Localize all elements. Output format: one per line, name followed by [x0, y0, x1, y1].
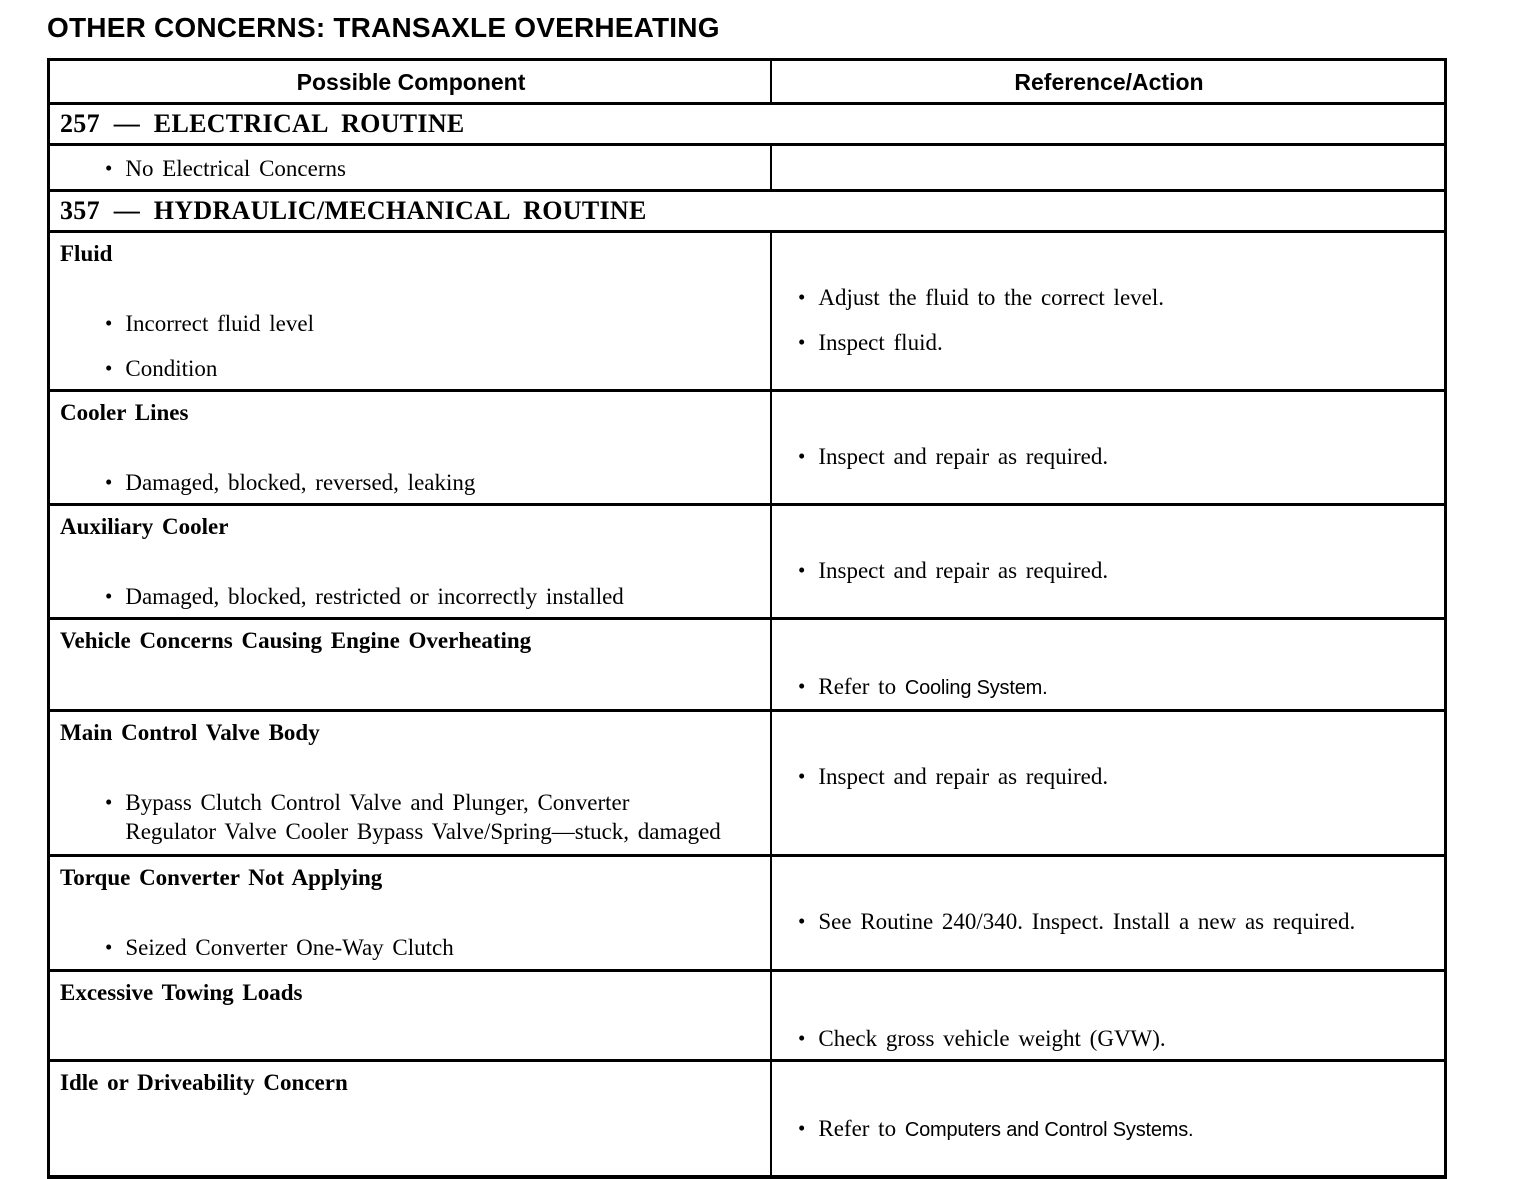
table-row-idle-or-driveability-concern	[50, 1059, 1444, 1175]
component-title: Excessive Towing Loads	[60, 980, 303, 1005]
section-row-257-electrical-routine: 257 — ELECTRICAL ROUTINE	[50, 102, 1444, 143]
component-title: Main Control Valve Body	[60, 720, 320, 745]
action-text: Inspect and repair as required.	[818, 444, 1109, 469]
bullet-icon: •	[798, 330, 806, 354]
table-row-no-electrical-concerns	[50, 143, 1444, 189]
bullet-icon: •	[105, 156, 113, 180]
list-item	[105, 933, 762, 962]
bullet-icon: •	[798, 285, 806, 309]
section-row-357-hydraulic-mechanical-routine: 357 — HYDRAULIC/MECHANICAL ROUTINE	[50, 189, 1444, 230]
list-item	[798, 762, 1436, 791]
diagnostic-table	[47, 58, 1447, 1179]
bullet-icon: •	[105, 935, 113, 959]
component-title: Fluid	[60, 241, 113, 266]
list-item	[105, 309, 762, 338]
list-item	[798, 442, 1436, 471]
page-title: OTHER CONCERNS: TRANSAXLE OVERHEATING	[47, 12, 720, 43]
component-text: Damaged, blocked, restricted or incorrectly installed	[125, 584, 624, 609]
component-title: Idle or Driveability Concern	[60, 1070, 348, 1095]
bullet-icon: •	[105, 311, 113, 335]
component-text: Seized Converter One-Way Clutch	[125, 935, 454, 960]
bullet-icon: •	[798, 444, 806, 468]
component-title: Auxiliary Cooler	[60, 514, 229, 539]
action-text: Inspect and repair as required.	[818, 558, 1109, 583]
table-row-main-control-valve-body	[50, 709, 1444, 854]
action-text: Adjust the fluid to the correct level.	[818, 285, 1165, 310]
component-title: Torque Converter Not Applying	[60, 865, 383, 890]
list-item	[105, 788, 762, 846]
bullet-icon: •	[798, 674, 806, 698]
list-item	[105, 468, 762, 497]
bullet-icon: •	[105, 790, 113, 814]
action-text: Inspect fluid.	[818, 330, 943, 355]
action-text: Refer to Computers and Control Systems.	[818, 1116, 1194, 1141]
action-text: Inspect and repair as required.	[818, 764, 1109, 789]
bullet-icon: •	[798, 764, 806, 788]
list-item	[798, 556, 1436, 585]
table-header-row	[50, 61, 1444, 102]
list-item	[798, 283, 1436, 312]
list-item	[105, 354, 762, 383]
action-text: Refer to Cooling System.	[818, 674, 1048, 699]
bullet-icon: •	[798, 558, 806, 582]
bullet-icon: •	[105, 356, 113, 380]
list-item	[798, 328, 1436, 357]
table-row-cooler-lines	[50, 389, 1444, 503]
table-row-auxiliary-cooler	[50, 503, 1444, 617]
component-title: Cooler Lines	[60, 400, 189, 425]
list-item	[798, 672, 1436, 703]
list-item	[105, 154, 346, 183]
header-cell-reference-action: Reference/Action	[770, 61, 1444, 102]
empty-action-cell	[770, 146, 1444, 189]
bullet-icon: •	[798, 1116, 806, 1140]
component-text: Condition	[125, 356, 218, 381]
component-text: No Electrical Concerns	[125, 156, 346, 181]
reference-link-text: Cooling System.	[904, 677, 1048, 699]
list-item	[105, 582, 762, 611]
component-title: Vehicle Concerns Causing Engine Overheating	[60, 628, 532, 653]
reference-link-text: Computers and Control Systems.	[904, 1119, 1194, 1141]
bullet-icon: •	[105, 470, 113, 494]
component-text: Incorrect fluid level	[125, 311, 314, 336]
table-row-excessive-towing-loads	[50, 969, 1444, 1059]
table-row-torque-converter-not-applying	[50, 854, 1444, 969]
component-text: Bypass Clutch Control Valve and Plunger, Converter Regulator Valve Cooler Bypass Valve/Spring—stuck, damaged	[125, 790, 721, 844]
component-text: Damaged, blocked, reversed, leaking	[125, 470, 476, 495]
bullet-icon: •	[798, 909, 806, 933]
action-text: See Routine 240/340. Inspect. Install a new as required.	[818, 909, 1356, 934]
table-row-vehicle-concerns-engine-overheating	[50, 617, 1444, 709]
bullet-icon: •	[798, 1026, 806, 1050]
table-row-fluid	[50, 230, 1444, 389]
list-item	[798, 1114, 1436, 1145]
bullet-icon: •	[105, 584, 113, 608]
action-text: Check gross vehicle weight (GVW).	[818, 1026, 1166, 1051]
list-item	[798, 1024, 1436, 1053]
header-cell-possible-component: Possible Component	[296, 69, 526, 95]
list-item	[798, 907, 1436, 936]
